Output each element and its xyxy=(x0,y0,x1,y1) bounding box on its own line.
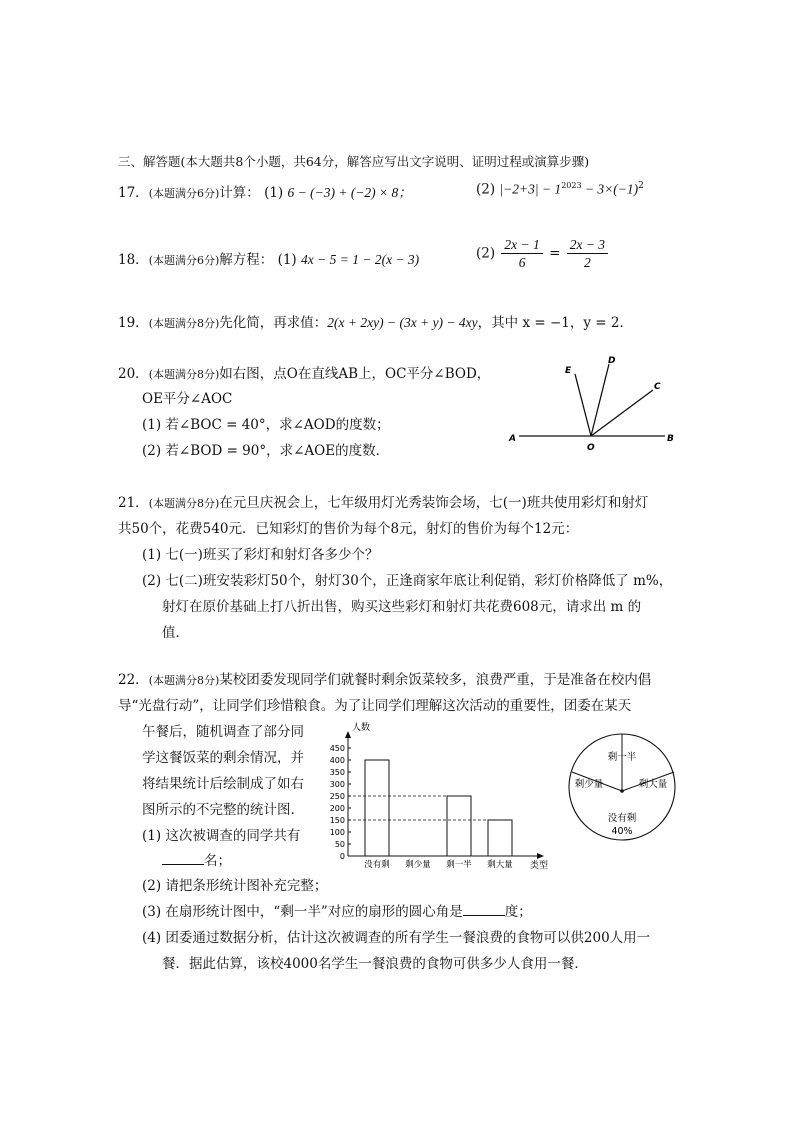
question-22 xyxy=(118,668,651,688)
q21-line1: 在元旦庆祝会上，七年级用灯光秀装饰会场，七(一)班共使用彩灯和射灯 xyxy=(219,495,649,511)
q22-side4: 图所示的不完整的统计图． xyxy=(142,802,304,818)
q20-part2: (2) 若∠BOD = 90°，求∠AOE的度数． xyxy=(142,443,390,459)
q18-tag: (本题满分6分) xyxy=(148,254,220,267)
q20-number: 20． xyxy=(118,366,149,382)
bar xyxy=(488,820,512,856)
question-21 xyxy=(118,491,648,511)
q22-part1-a: (1) 这次被调查的同学共有 xyxy=(142,828,301,844)
y-tick-label: 150 xyxy=(329,816,345,825)
y-tick-label: 250 xyxy=(329,792,345,801)
label-b: B xyxy=(667,434,674,444)
q17-part2-exp1: 2023 xyxy=(561,181,582,190)
section-title: 三、解答题(本大题共8个小题，共64分，解答应写出文字说明、证明过程或演算步骤) xyxy=(118,154,590,169)
bar-chart-bars xyxy=(348,760,512,856)
q17-number: 17． xyxy=(118,185,149,201)
y-tick-label: 350 xyxy=(329,768,345,777)
q18-frac2-numerator: 2x − 3 xyxy=(567,236,608,254)
q18-number: 18． xyxy=(118,252,149,268)
q17-part1-label: (1) xyxy=(264,185,284,201)
q19-lead: 先化简，再求值： xyxy=(219,315,328,331)
category-label: 没有剩 xyxy=(364,860,390,870)
y-tick-label: 0 xyxy=(339,852,345,861)
q22-answer-blank-1[interactable] xyxy=(162,852,204,865)
q22-number: 22． xyxy=(118,672,149,688)
ray-oe xyxy=(575,374,591,436)
q18-part1-expr: 4x − 5 = 1 − 2(x − 3) xyxy=(301,252,420,267)
q22-side1: 午餐后，随机调查了部分同 xyxy=(142,724,304,740)
category-label: 剩少量 xyxy=(405,860,431,870)
bar-chart xyxy=(318,716,558,876)
q22-answer-blank-2[interactable] xyxy=(463,903,505,916)
q17-tag: (本题满分6分) xyxy=(148,187,220,200)
q19-number: 19． xyxy=(118,315,149,331)
y-tick-label: 400 xyxy=(329,756,345,765)
q17-part2-exp2: 2 xyxy=(638,181,644,191)
y-tick-label: 450 xyxy=(329,744,345,753)
q22-part2: (2) 请把条形统计图补充完整； xyxy=(142,878,328,894)
pie-label-much: 剩大量 xyxy=(638,779,668,790)
q22-part1-b xyxy=(162,849,231,869)
q22-line1: 某校团委发现同学们就餐时剩余饭菜较多，浪费严重，于是准备在校内倡 xyxy=(219,672,652,688)
pie-label-half: 剩一半 xyxy=(607,752,637,763)
q17-part2 xyxy=(476,181,644,198)
category-label: 剩一半 xyxy=(446,860,472,870)
question-19 xyxy=(118,311,633,331)
q18-frac1-numerator: 2x − 1 xyxy=(501,236,542,254)
bar xyxy=(365,760,389,856)
q18-part1-label: (1) xyxy=(277,252,297,268)
label-c: C xyxy=(654,382,661,392)
bar-chart-category-labels xyxy=(364,859,513,870)
q17-part1-expr: 6 − (−3) + (−2) × 8； xyxy=(287,185,412,200)
y-tick-label: 300 xyxy=(329,780,345,789)
y-tick-label: 50 xyxy=(334,840,345,849)
q22-side3: 将结果统计后绘制成了如右 xyxy=(142,776,304,792)
q18-frac2-denominator: 2 xyxy=(583,255,591,270)
q20-angle-figure xyxy=(505,350,685,454)
category-label: 剩大量 xyxy=(487,860,513,870)
q18-part2-label: (2) xyxy=(476,245,496,262)
q20-tag: (本题满分8分) xyxy=(148,368,220,381)
q20-part1: (1) 若∠BOC = 40°，求∠AOD的度数； xyxy=(142,417,390,433)
q20-line1: 如右图，点O在直线AB上，OC平分∠BOD， xyxy=(219,366,491,382)
q22-part4-a: (4) 团委通过数据分析，估计这次被调查的所有学生一餐浪费的食物可以供200人用一 xyxy=(142,930,651,946)
bar xyxy=(447,796,471,856)
q21-part2-b: 射灯在原价基础上打八折出售，购买这些彩灯和射灯共花费608元，请求出 m 的 xyxy=(162,599,642,615)
q22-tag: (本题满分8分) xyxy=(148,674,220,687)
pie-label-little: 剩少量 xyxy=(574,779,604,790)
q19-tag: (本题满分8分) xyxy=(148,317,220,330)
q22-side2: 学这餐饭菜的剩余情况，并 xyxy=(142,750,304,766)
q18-frac1-denominator: 6 xyxy=(518,255,526,270)
q18-part2 xyxy=(476,236,610,271)
q22-part3 xyxy=(142,900,532,920)
label-d: D xyxy=(608,356,616,366)
q22-line2: 导“光盘行动”，让同学们珍惜粮食。为了让同学们理解这次活动的重要性，团委在某天 xyxy=(118,698,632,714)
pie-center xyxy=(620,789,624,793)
q18-fraction-left xyxy=(501,236,542,271)
question-17 xyxy=(118,181,412,201)
question-20 xyxy=(118,362,490,382)
q21-part2-a: (2) 七(二)班安装彩灯50个，射灯30个，正逢商家年底让利促销，彩灯价格降低了 m%， xyxy=(142,573,673,589)
x-axis-arrow xyxy=(537,853,544,859)
q17-part2-expr-a: |−2+3| − 1 xyxy=(499,181,562,197)
label-e: E xyxy=(565,366,572,376)
q22-part4-b: 餐．据此估算，该校4000名学生一餐浪费的食物可供多少人食用一餐． xyxy=(162,956,588,972)
label-o: O xyxy=(587,443,595,453)
q21-part1: (1) 七(一)班买了彩灯和射灯各多少个？ xyxy=(142,547,379,563)
label-a: A xyxy=(509,434,516,444)
q18-fraction-right xyxy=(567,236,608,271)
y-axis-arrow xyxy=(345,731,351,738)
q19-condition: ，其中 x = −1，y = 2． xyxy=(477,315,633,331)
q18-lead: 解方程： xyxy=(219,252,274,268)
pie-label-none-percent: 40% xyxy=(611,826,633,837)
q19-expression: 2(x + 2xy) − (3x + y) − 4xy xyxy=(327,315,478,330)
q21-line2: 共50个，花费540元．已知彩灯的售价为每个8元，射灯的售价为每个12元： xyxy=(118,521,579,537)
question-18 xyxy=(118,248,419,268)
q22-part3-tail: 度； xyxy=(504,904,532,920)
q17-part2-label: (2) xyxy=(476,181,496,198)
y-tick-label: 200 xyxy=(329,804,345,813)
q21-tag: (本题满分8分) xyxy=(148,497,220,510)
q21-number: 21． xyxy=(118,495,149,511)
q22-part3-lead: (3) 在扇形统计图中，“剩一半”对应的扇形的圆心角是 xyxy=(142,904,463,920)
q17-lead: 计算： xyxy=(219,185,260,201)
y-tick-label: 100 xyxy=(329,828,345,837)
bar-chart-ylabel: 人数 xyxy=(352,723,371,733)
bar-chart-xlabel: 类型 xyxy=(530,861,549,871)
pie-chart xyxy=(565,730,679,844)
pie-label-none: 没有剩 xyxy=(607,813,637,824)
q17-part2-expr-b: − 3×(−1) xyxy=(581,181,639,197)
q21-part2-c: 值． xyxy=(162,625,189,641)
q18-equals: = xyxy=(549,245,561,262)
q20-line2: OE平分∠AOC xyxy=(142,391,233,407)
q22-part1-tail: 名； xyxy=(204,853,231,869)
